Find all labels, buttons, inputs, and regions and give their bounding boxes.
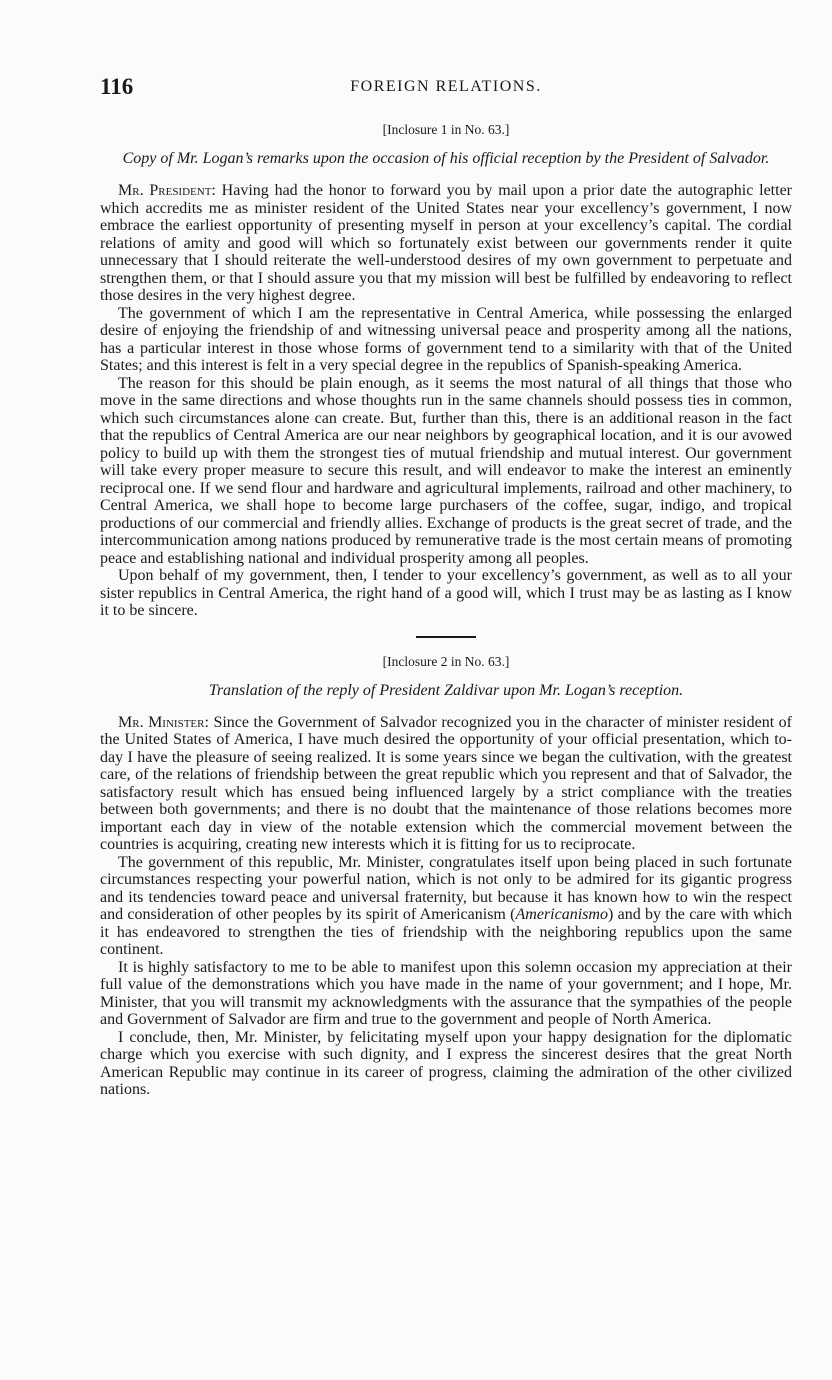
paragraph: The government of this republic, Mr. Minister, congratulates itself upon being placed in such fortunate circumstances respecting your powerful nation, which is not only to be admired for its gigantic progress and its tendencies toward peace and universal fraternity, but because it has known how to win the respect and consideration of other peoples by its spirit of Americanism (Americanismo) and by the care with which it has endeavored to strengthen the ties of friendship with the neighboring republics upon the same continent. bbox=[100, 853, 793, 958]
italic-term: Americanismo bbox=[515, 906, 608, 923]
running-title: FOREIGN RELATIONS. bbox=[350, 78, 542, 95]
paragraph: The reason for this should be plain enough, as it seems the most natural of all things that those who move in the same directions and whose thoughts run in the same channels should possess ties in common, which such circumstances alone can create. But, further than this, there is an additional reason in the fact that the republics of Central America are our near neighbors by geographical location, and it is our avowed policy to build up with them the strongest ties of mutual friendship and mutual interest. Our government will take every proper measure to secure this result, and will endeavor to make the interest an eminently reciprocal one. If we send flour and hardware and agricultural implements, railroad and other machinery, to Central America, we shall hope to become large purchasers of the coffee, sugar, indigo, and tropical productions of our commercial and friendly allies. Exchange of products is the great secret of trade, and the intercommunication among nations produced by remunerative trade is the most certain means of promoting peace and establishing national and individual prosperity among all peoples. bbox=[100, 374, 792, 567]
paragraph: Mr. Minister: Since the Government of Salvador recognized you in the character of minister resident of the United States of America, I have much desired the opportunity of your official presentation, which to-day I have the pleasure of seeing realized. It is some years since we began the cultivation, with the greatest care, of the relations of friendship between the great republic which you represent and that of Salvador, the satisfactory result which has ensued being influenced largely by a strict compliance with the treaties between both governments; and there is no doubt that the maintenance of those relations becomes more important each day in view of the notable extension which the commercial movement between the countries is acquiring, creating new interests which it is fitting for us to reciprocate. bbox=[100, 713, 792, 853]
paragraph: The government of which I am the representative in Central America, while possessing the enlarged desire of enjoying the friendship of and witnessing universal peace and prosperity among all the nations, has a particular interest in those whose forms of government tend to a similarity with that of the United States; and this interest is felt in a very special degree in the republics of Spanish-speaking America. bbox=[100, 304, 792, 374]
page-number: 116 bbox=[100, 74, 134, 99]
paragraph: It is highly satisfactory to me to be able to manifest upon this solemn occasion my appreciation at their full value of the demonstrations which you have made in the name of your government; and I hope, Mr. Minister, that you will transmit my acknowledgments with the assurance that the sympathies of the people and Government of Salvador are firm and true to the government and people of North America. bbox=[100, 958, 792, 1028]
paragraph: I conclude, then, Mr. Minister, by felicitating myself upon your happy designation for the diplomatic charge which you exercise with such dignity, and I express the sincerest desires that the great North American Republic may continue in its career of progress, claiming the admiration of the other civilized nations. bbox=[100, 1028, 792, 1098]
section-divider bbox=[416, 636, 476, 638]
inclosure-2-label: [Inclosure 2 in No. 63.] bbox=[382, 653, 510, 669]
inclosure-2-caption: Translation of the reply of President Zaldivar upon Mr. Logan’s reception. bbox=[208, 681, 684, 699]
inclosure-1-label: [Inclosure 1 in No. 63.] bbox=[382, 122, 510, 137]
paragraph: Mr. President: Having had the honor to forward you by mail upon a prior date the autographic letter which accredits me as minister resident of the United States near your excellency’s government, I now embrace the earliest opportunity of presenting myself in person at your excellency’s capital. The cordial relations of amity and good will which so fortunately exist between our governments render it quite unnecessary that I should reiterate the well-understood desires of my own government to perpetuate and strengthen them, or that I should assure you that my mission will best be fulfilled by endeavoring to reflect those desires in the very highest degree. bbox=[100, 182, 793, 304]
inclosure-1-caption: Copy of Mr. Logan’s remarks upon the occasion of his official reception by the President of Salvador. bbox=[122, 150, 770, 167]
salutation: Mr. Minister: bbox=[118, 713, 209, 731]
page-header bbox=[100, 74, 792, 106]
salutation: Mr. President: bbox=[118, 182, 216, 199]
paragraph: Upon behalf of my government, then, I tender to your excellency’s government, as well as to all your sister republics in Central America, the right hand of a good will, which I trust may be as lasting as I know it to be sincere. bbox=[100, 567, 792, 619]
document-page bbox=[100, 74, 792, 1099]
